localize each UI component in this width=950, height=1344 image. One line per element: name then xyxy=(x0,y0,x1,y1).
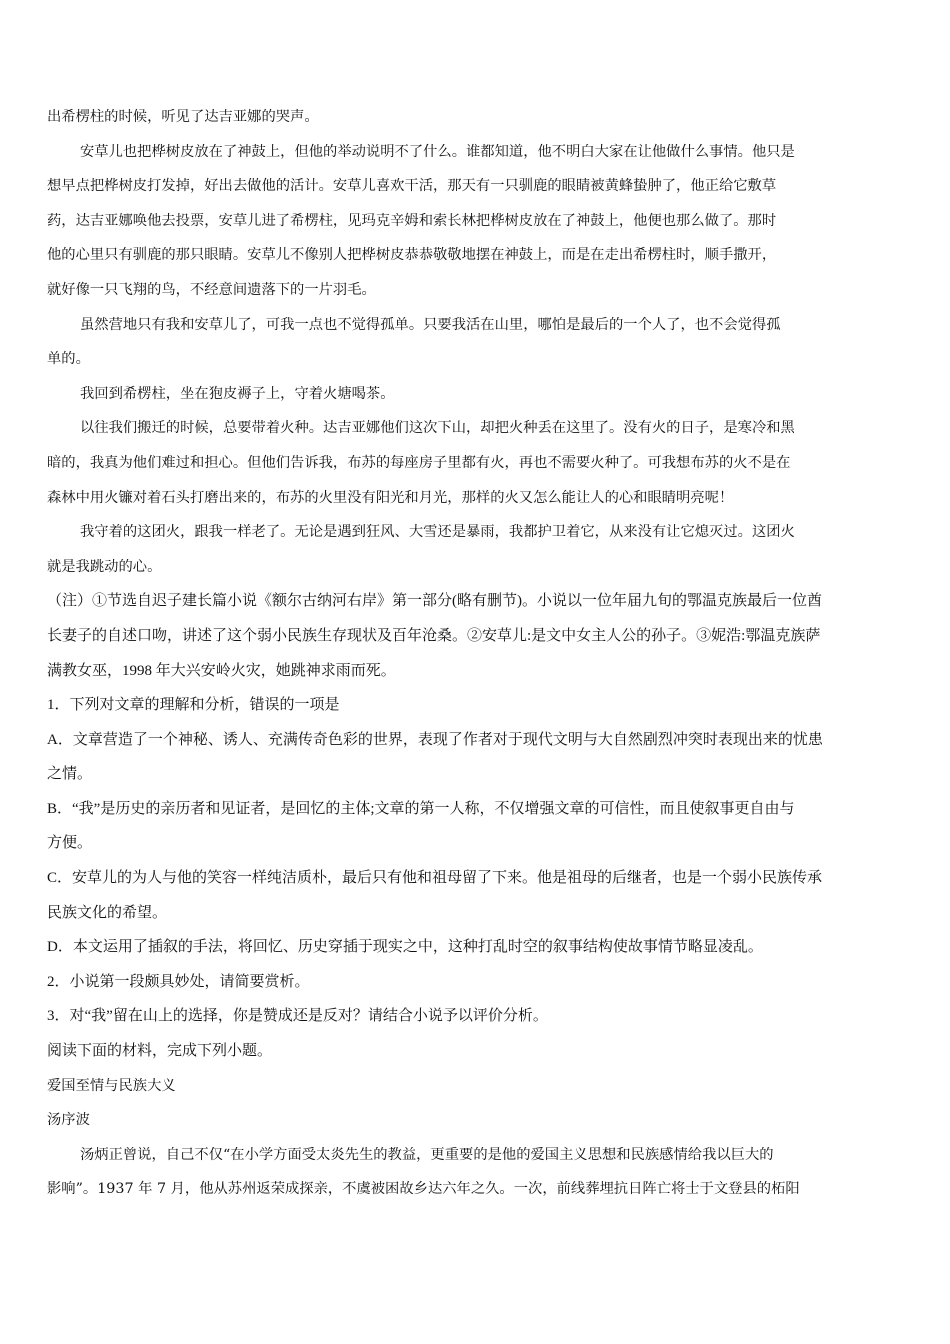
option-a xyxy=(47,723,905,792)
question-2: 2．小说第一段颇具妙处，请简要赏析。 xyxy=(47,973,310,990)
option-line: 之情。 xyxy=(47,766,93,783)
text-line: 森林中用火镰对着石头打磨出来的，布苏的火里没有阳光和月光，那样的火又怎么能让人的心和眼睛明亮呢！ xyxy=(47,489,734,506)
text-line: 汤炳正曾说，自己不仅“在小学方面受太炎先生的教益，更重要的是他的爱国主义思想和民族感情给我以巨大的 xyxy=(80,1146,774,1163)
option-d: D．本文运用了插叙的手法，将回忆、历史穿插于现实之中，这种打乱时空的叙事结构使故事情节略显凌乱。 xyxy=(47,939,763,956)
story-paragraph-4 xyxy=(47,411,905,515)
option-c xyxy=(47,861,905,930)
article-author: 汤序波 xyxy=(47,1112,90,1129)
story-paragraph-3: 我回到希楞柱，坐在狍皮褥子上，守着火塘喝茶。 xyxy=(80,385,395,402)
article-title: 爱国至情与民族大义 xyxy=(47,1077,176,1094)
text-line: 单的。 xyxy=(47,351,90,368)
footnote-line: 长妻子的自述口吻，讲述了这个弱小民族生存现状及百年沧桑。②安草儿:是文中女主人公的孙子。③妮浩:鄂温克族萨 xyxy=(47,627,821,644)
footnote-line: （注）①节选自迟子建长篇小说《额尔古纳河右岸》第一部分(略有删节)。小说以一位年届九旬的鄂温克族最后一位酋 xyxy=(47,593,822,610)
text-line: 就好像一只飞翔的鸟，不经意间遗落下的一片羽毛。 xyxy=(47,281,376,298)
text-line: 他的心里只有驯鹿的那只眼睛。安草儿不像别人把桦树皮恭恭敬敬地摆在神鼓上，而是在走出希楞柱时，顺手撒开， xyxy=(47,247,777,264)
story-paragraph-5 xyxy=(47,515,905,584)
text-line: 就是我跳动的心。 xyxy=(47,558,162,575)
option-line: B．“我”是历史的亲历者和见证者，是回忆的主体;文章的第一人称，不仅增强文章的可信性，而且使叙事更自由与 xyxy=(47,800,795,817)
story-paragraph-0: 出希楞柱的时候，听见了达吉亚娜的哭声。 xyxy=(47,109,319,125)
option-line: A．文章营造了一个神秘、诱人、充满传奇色彩的世界，表现了作者对于现代文明与大自然剧烈冲突时表现出来的忧患 xyxy=(47,731,823,748)
text-line: 药，达吉亚娜唤他去投票，安草儿进了希楞柱，见玛克辛姆和索长林把桦树皮放在了神鼓上，他便也那么做了。那时 xyxy=(47,212,777,229)
text-line: 暗的，我真为他们难过和担心。但他们告诉我，布苏的每座房子里都有火，再也不需要火种了。可我想布苏的火不是在 xyxy=(47,454,791,471)
text-line: 安草儿也把桦树皮放在了神鼓上，但他的举动说明不了什么。谁都知道，他不明白大家在让他做什么事情。他只是 xyxy=(80,143,795,160)
text-line: 影响”。1937 年 7 月，他从苏州返荣成探亲，不虞被困故乡达六年之久。一次，前线葬埋抗日阵亡将士于文登县的柘阳 xyxy=(47,1181,800,1198)
text-line: 以往我们搬迁的时候，总要带着火种。达吉亚娜他们这次下山，却把火种丢在这里了。没有火的日子，是寒冷和黑 xyxy=(80,420,795,437)
text-line: 虽然营地只有我和安草儿了，可我一点也不觉得孤单。只要我活在山里，哪怕是最后的一个人了，也不会觉得孤 xyxy=(80,316,781,333)
reading-instruction: 阅读下面的材料，完成下列小题。 xyxy=(47,1043,273,1060)
question-1-stem: 1．下列对文章的理解和分析，错误的一项是 xyxy=(47,697,340,714)
option-line: C．安草儿的为人与他的笑容一样纯洁质朴，最后只有他和祖母留了下来。他是祖母的后继者，也是一个弱小民族传承 xyxy=(47,870,823,887)
text-line: 想早点把桦树皮打发掉，好出去做他的活计。安草儿喜欢干活，那天有一只驯鹿的眼睛被黄蜂蛰肿了，他正给它敷草 xyxy=(47,178,777,195)
question-3: 3．对“我”留在山上的选择，你是赞成还是反对？请结合小说予以评价分析。 xyxy=(47,1008,548,1025)
option-line: 民族文化的希望。 xyxy=(47,904,168,921)
article-paragraph-1 xyxy=(47,1138,905,1207)
story-paragraph-2 xyxy=(47,308,905,377)
story-paragraph-1 xyxy=(47,135,905,308)
footnote-line: 满教女巫，1998 年大兴安岭火灾，她跳神求雨而死。 xyxy=(47,662,396,679)
text-line: 我守着的这团火，跟我一样老了。无论是遇到狂风、大雪还是暴雨，我都护卫着它，从来没有让它熄灭过。这团火 xyxy=(80,524,795,541)
option-line: 方便。 xyxy=(47,835,93,852)
option-b xyxy=(47,792,905,861)
footnote xyxy=(47,584,905,688)
